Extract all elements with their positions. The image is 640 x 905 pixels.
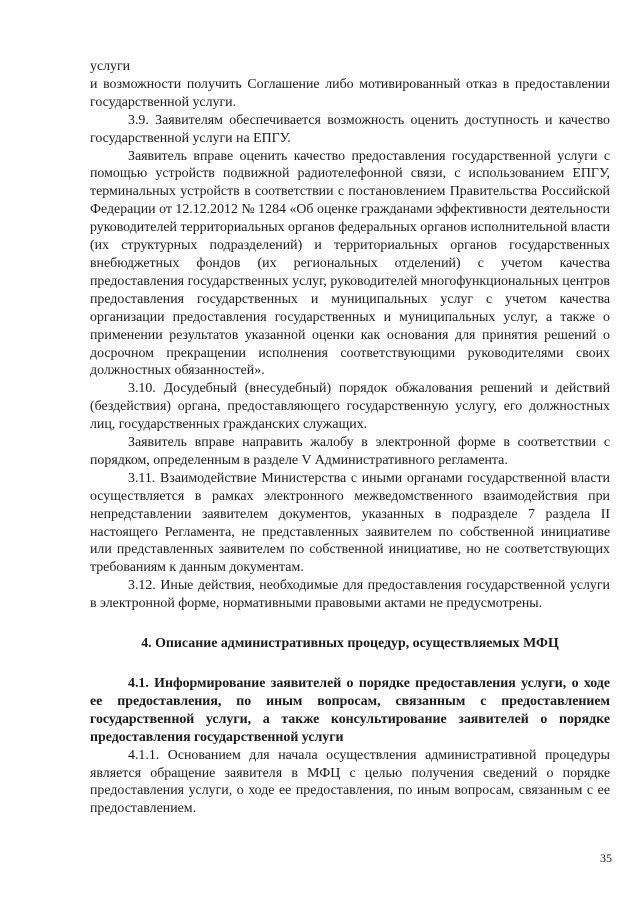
paragraph-quality-assessment: Заявитель вправе оценить качество предоставления государственной услуги с помощью устройств подвижной радиотелефонной связи, с использованием ЕПГУ, терминальных устройств в соответствии с постановлением Правительства Российской Федерации от 12.12.2012 № 1284 «Об оценке гражданами эффективности деятельности руководителей территориальных органов федеральных органов исполнительной власти (их структурных подразделений) и территориальных органов государственных внебюджетных фондов (их региональных отделений) с учетом качества предоставления государственных услуг, руководителей многофункциональных центров предоставления государственных и муниципальных услуг с учетом качества организации предоставления государственных и муниципальных услуг, а также о применении результатов указанной оценки как основания для принятия решений о досрочном прекращении исполнения соответствующими руководителями своих должностных обязанностей». (90, 148, 610, 379)
paragraph-fragment: услуги (90, 59, 131, 74)
section-heading-4: 4. Описание административных процедур, осуществляемых МФЦ (141, 636, 559, 652)
paragraph-continuation: и возможности получить Соглашение либо мотивированный отказ в предоставлении государственной услуги. (90, 76, 610, 110)
paragraph-complaint: Заявитель вправе направить жалобу в электронной форме в соответствии с порядком, определенным в разделе V Административного регламента. (90, 435, 610, 468)
paragraph-4-1-1: 4.1.1. Основанием для начала осуществления административной процедуры является обращение заявителя в МФЦ с целью получения сведений о порядке предоставления услуги, о ходе ее предоставления, по иным вопросам, связанным с ее предоставлением. (90, 747, 610, 817)
paragraph-3-9: 3.9. Заявителям обеспечивается возможность оценить доступность и качество государственной услуги на ЕПГУ. (90, 112, 610, 146)
page-number: 35 (600, 851, 612, 865)
subsection-heading-4-1: 4.1. Информирование заявителей о порядке предоставления услуги, о ходе ее предоставления, по иным вопросам, связанным с предоставлением государственной услуги, а также консультирование заявителей о порядке предоставления государственной услуги (90, 676, 610, 745)
paragraph-3-12: 3.12. Иные действия, необходимые для предоставления государственной услуги в электронной форме, нормативными правовыми актами не предусмотрены. (90, 578, 610, 612)
paragraph-3-11: 3.11. Взаимодействие Министерства с иными органами государственной власти осуществляется в рамках электронного межведомственного взаимодействия при непредставлении заявителем документов, указанных в подразделе 7 раздела II настоящего Регламента, не представленных заявителем по собственной инициативе или представленных заявителем по собственной инициативе, но не соответствующих требованиям к данным документам. (90, 470, 610, 576)
paragraph-3-10: 3.10. Досудебный (внесудебный) порядок обжалования решений и действий (бездействия) органа, предоставляющего государственную услугу, его должностных лиц, государственных гражданских служащих. (90, 381, 610, 433)
document-body (90, 58, 610, 818)
